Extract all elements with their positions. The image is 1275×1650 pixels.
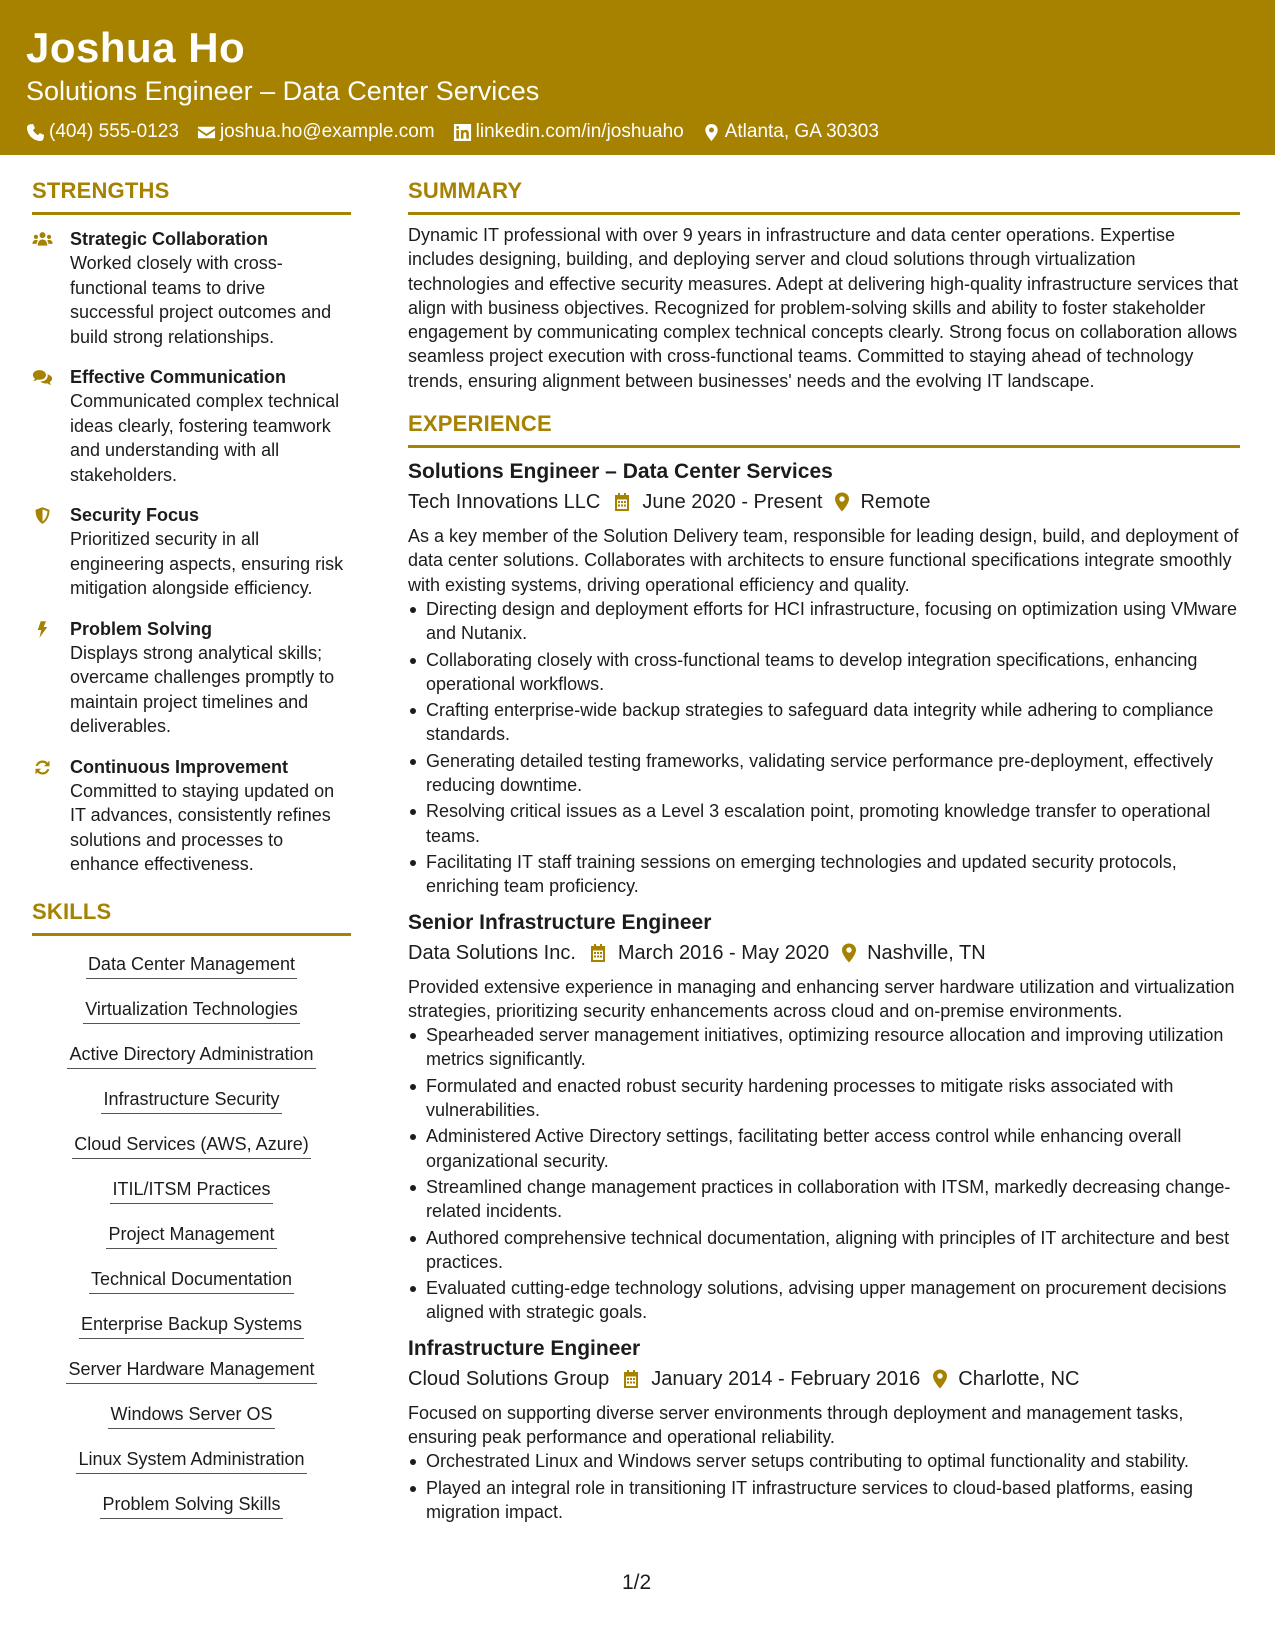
candidate-name: Joshua Ho xyxy=(26,24,246,71)
bullet-item: Played an integral role in transitioning IT infrastructure services to cloud-based platforms, easing migration impact. xyxy=(408,1476,1240,1525)
strength-title: Security Focus xyxy=(70,505,200,525)
job-entry xyxy=(408,458,1240,898)
bullet-item: Orchestrated Linux and Windows server setups contributing to optimal functionality and stability. xyxy=(408,1449,1240,1473)
job-dates: March 2016 - May 2020 xyxy=(617,941,830,964)
calendar-icon xyxy=(621,1369,641,1389)
skill-label: Enterprise Backup Systems xyxy=(79,1310,304,1339)
strength-title: Strategic Collaboration xyxy=(70,229,269,249)
job-meta xyxy=(408,938,1240,968)
strength-item xyxy=(32,617,351,739)
job-location: Remote xyxy=(860,491,931,514)
candidate-role: Solutions Engineer – Data Center Services xyxy=(26,76,540,106)
bullet-item: Authored comprehensive technical documentation, aligning with principles of IT architecture and best practices. xyxy=(408,1226,1240,1275)
job-bullets xyxy=(408,1449,1240,1524)
skill-item xyxy=(32,1265,351,1310)
skill-label: Server Hardware Management xyxy=(66,1355,316,1384)
strengths-list xyxy=(32,227,351,877)
strength-description: Displays strong analytical skills; overcame challenges promptly to maintain project timelines and deliverables. xyxy=(70,642,335,736)
phone-text: (404) 555-0123 xyxy=(49,121,179,142)
contact-email[interactable] xyxy=(197,119,435,145)
job-title: Solutions Engineer – Data Center Services xyxy=(408,460,833,484)
skill-label: Windows Server OS xyxy=(108,1400,274,1429)
skill-label: Linux System Administration xyxy=(76,1445,306,1474)
skill-item xyxy=(32,950,351,995)
strength-item xyxy=(32,365,351,487)
bullet-item: Facilitating IT staff training sessions on emerging technologies and updated security protocols, enriching team proficiency. xyxy=(408,850,1240,899)
skill-label: Cloud Services (AWS, Azure) xyxy=(72,1130,310,1159)
skill-item xyxy=(32,1490,351,1535)
map-marker-icon xyxy=(702,123,721,142)
job-description: Focused on supporting diverse server environments through deployment and management tasks, ensuring peak performance and operational reliability. xyxy=(408,1402,1184,1447)
map-marker-icon xyxy=(841,943,857,963)
skill-item xyxy=(32,1310,351,1355)
bolt-icon xyxy=(32,620,53,639)
bullet-item: Collaborating closely with cross-functional teams to develop integration specifications, enhancing operational workflows. xyxy=(408,648,1240,697)
bullet-item: Generating detailed testing frameworks, validating service performance pre-deployment, effectively reducing downtime. xyxy=(408,749,1240,798)
bullet-item: Administered Active Directory settings, facilitating better access control while enhancing overall organizational security. xyxy=(408,1124,1240,1173)
contact-phone[interactable] xyxy=(26,119,179,145)
job-company: Cloud Solutions Group xyxy=(408,1367,610,1390)
bullet-item: Directing design and deployment efforts for HCI infrastructure, focusing on optimization using VMware and Nutanix. xyxy=(408,597,1240,646)
skill-label: Data Center Management xyxy=(86,950,297,979)
sync-icon xyxy=(32,758,53,777)
strength-item xyxy=(32,755,351,877)
job-description: As a key member of the Solution Delivery team, responsible for leading design, build, and deployment of data center solutions. Collaborates with architects to ensure functional specifications integrate smoothly with existing systems, driving operational efficiency and quality. xyxy=(408,526,1239,595)
bullet-item: Crafting enterprise-wide backup strategies to safeguard data integrity while adhering to compliance standards. xyxy=(408,698,1240,747)
job-dates: June 2020 - Present xyxy=(642,491,823,514)
contact-bar xyxy=(26,119,1275,145)
job-meta xyxy=(408,1364,1240,1394)
strength-item xyxy=(32,503,351,601)
job-entry xyxy=(408,909,1240,1325)
map-marker-icon xyxy=(932,1369,948,1389)
skill-item xyxy=(32,1445,351,1490)
skill-item xyxy=(32,1175,351,1220)
strengths-heading: STRENGTHS xyxy=(32,176,351,215)
skill-item xyxy=(32,1130,351,1175)
summary-heading: SUMMARY xyxy=(408,176,1240,215)
resume-header xyxy=(0,0,1275,155)
comments-icon xyxy=(32,368,53,387)
bullet-item: Evaluated cutting-edge technology solutions, advising upper management on procurement decisions aligned with strategic goals. xyxy=(408,1276,1240,1325)
contact-linkedin[interactable] xyxy=(453,119,684,145)
users-icon xyxy=(32,230,53,249)
job-company: Data Solutions Inc. xyxy=(408,941,576,964)
skill-label: ITIL/ITSM Practices xyxy=(110,1175,272,1204)
shield-icon xyxy=(32,506,53,525)
strength-item xyxy=(32,227,351,349)
strength-title: Effective Communication xyxy=(70,367,287,387)
right-column xyxy=(408,176,1240,1526)
job-company: Tech Innovations LLC xyxy=(408,491,601,514)
calendar-icon xyxy=(612,492,632,512)
skill-label: Technical Documentation xyxy=(89,1265,294,1294)
experience-heading: EXPERIENCE xyxy=(408,409,1240,448)
job-dates: January 2014 - February 2016 xyxy=(651,1367,921,1390)
skill-item xyxy=(32,1355,351,1400)
calendar-icon xyxy=(588,943,608,963)
summary-text: Dynamic IT professional with over 9 years in infrastructure and data center operations. Expertise includes designing, building, and deploying server and cloud solutions through virtualization technologies and effective security measures. Adept at delivering high-quality infrastructure services that align with business objectives. Recognized for problem-solving skills and ability to foster stakeholder engagement by communicating complex technical concepts clearly. Strong focus on collaboration allows seamless project execution with cross-functional teams. Committed to staying ahead of technology trends, ensuring alignment between businesses' needs and the evolving IT landscape. xyxy=(408,225,1239,391)
job-location: Charlotte, NC xyxy=(958,1367,1080,1390)
job-location: Nashville, TN xyxy=(867,941,986,964)
skill-item xyxy=(32,1220,351,1265)
map-marker-icon xyxy=(834,492,850,512)
linkedin-icon xyxy=(453,123,472,142)
phone-icon xyxy=(26,123,45,142)
strength-description: Committed to staying updated on IT advances, consistently refines solutions and processes to enhance effectiveness. xyxy=(70,780,335,874)
location-text: Atlanta, GA 30303 xyxy=(724,121,879,142)
skill-item xyxy=(32,1400,351,1445)
job-title: Senior Infrastructure Engineer xyxy=(408,910,712,934)
job-bullets xyxy=(408,597,1240,899)
job-title: Infrastructure Engineer xyxy=(408,1336,641,1360)
linkedin-text: linkedin.com/in/joshuaho xyxy=(475,121,684,142)
contact-location xyxy=(702,119,879,145)
bullet-item: Formulated and enacted robust security hardening processes to mitigate risks associated with vulnerabilities. xyxy=(408,1074,1240,1123)
strength-description: Communicated complex technical ideas clearly, fostering teamwork and understanding with all stakeholders. xyxy=(70,391,340,485)
left-column xyxy=(32,176,351,1535)
strength-title: Continuous Improvement xyxy=(70,756,289,777)
skill-label: Virtualization Technologies xyxy=(83,995,299,1024)
skill-label: Active Directory Administration xyxy=(67,1040,315,1069)
envelope-icon xyxy=(197,123,216,142)
skill-label: Project Management xyxy=(106,1220,276,1249)
skill-label: Infrastructure Security xyxy=(101,1085,281,1114)
strength-description: Worked closely with cross-functional teams to drive successful project outcomes and build strong relationships. xyxy=(70,253,332,347)
bullet-item: Resolving critical issues as a Level 3 escalation point, promoting knowledge transfer to operational teams. xyxy=(408,799,1240,848)
skills-list xyxy=(32,950,351,1535)
email-text: joshua.ho@example.com xyxy=(219,121,435,142)
skill-item xyxy=(32,1085,351,1130)
job-description: Provided extensive experience in managing and enhancing server hardware utilization and virtualization strategies, prioritizing security enhancements across cloud and on-premise environments. xyxy=(408,976,1235,1021)
strength-title: Problem Solving xyxy=(70,618,213,639)
page-number: 1/2 xyxy=(622,1571,652,1594)
skill-item xyxy=(32,1040,351,1085)
job-entry xyxy=(408,1335,1240,1524)
job-meta xyxy=(408,487,1240,517)
bullet-item: Spearheaded server management initiatives, optimizing resource allocation and improving utilization metrics significantly. xyxy=(408,1023,1240,1072)
bullet-item: Streamlined change management practices in collaboration with ITSM, markedly decreasing change-related incidents. xyxy=(408,1175,1240,1224)
strength-description: Prioritized security in all engineering aspects, ensuring risk mitigation alongside efficiency. xyxy=(70,529,344,598)
job-bullets xyxy=(408,1023,1240,1325)
skills-heading: SKILLS xyxy=(32,897,351,936)
skill-item xyxy=(32,995,351,1040)
skill-label: Problem Solving Skills xyxy=(100,1490,282,1519)
